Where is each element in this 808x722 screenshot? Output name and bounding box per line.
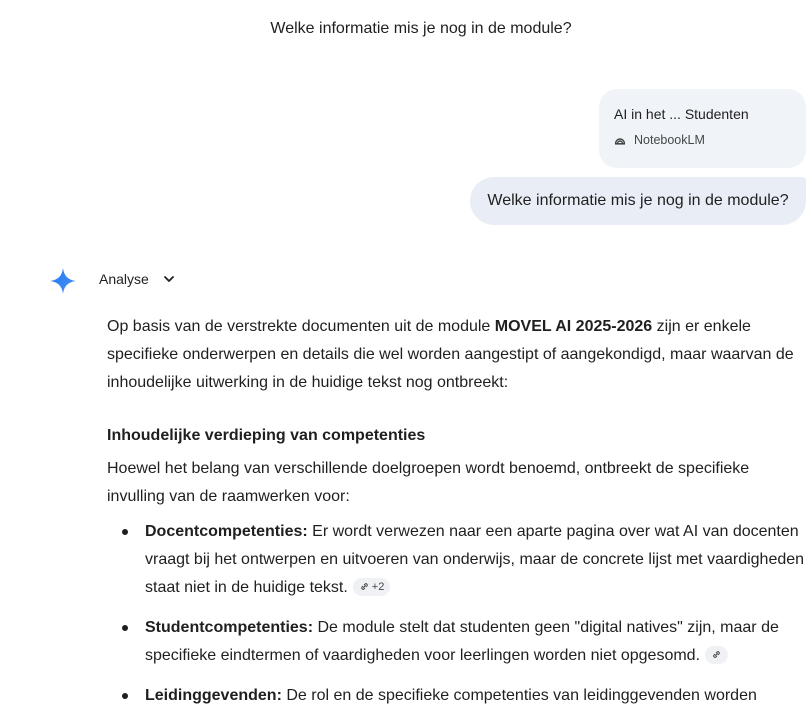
model-response	[107, 313, 807, 722]
citation-chip[interactable]	[353, 578, 391, 596]
chevron-down-icon	[163, 273, 175, 285]
list-item	[107, 614, 807, 670]
bullet-term: Studentcompetenties:	[145, 619, 314, 636]
list-item	[107, 682, 807, 710]
link-icon	[359, 581, 370, 592]
source-attachment-card[interactable]	[599, 89, 806, 168]
user-message-text: Welke informatie mis je nog in de module?	[487, 192, 789, 209]
source-title: AI in het ... Studenten	[614, 106, 749, 122]
bullet-dot	[122, 625, 128, 631]
bullet-term: Leidinggevenden:	[145, 687, 282, 704]
bullet-text: De module stelt dat studenten geen "digital natives" zijn, maar de specifieke eindtermen of vaardigheden voor leerlingen worden niet opgesomd.	[145, 619, 779, 664]
gemini-sparkle-icon	[49, 267, 77, 295]
bullet-term: Docentcompetenties:	[145, 523, 308, 540]
analysis-label: Analyse	[99, 271, 149, 287]
source-origin	[614, 133, 806, 147]
source-origin-label: NotebookLM	[634, 133, 705, 147]
bullet-dot	[122, 529, 128, 535]
list-item	[107, 518, 807, 602]
previous-prompt: Welke informatie mis je nog in de module?	[270, 20, 572, 37]
user-message-bubble	[470, 177, 806, 225]
bullet-text: De rol en de specifieke competenties van leidinggevenden worden	[281, 687, 757, 704]
competency-list	[107, 518, 807, 710]
section-heading: Inhoudelijke verdieping van competenties	[107, 427, 426, 444]
link-icon	[711, 649, 722, 660]
bullet-dot	[122, 693, 128, 699]
module-name: MOVEL AI 2025-2026	[494, 318, 653, 335]
citation-chip[interactable]	[705, 646, 728, 664]
analysis-toggle[interactable]	[99, 271, 175, 287]
section-intro: Hoewel het belang van verschillende doelgroepen wordt benoemd, ontbreekt de specifieke invulling van de raamwerken voor:	[107, 460, 750, 505]
citation-count: +2	[371, 580, 385, 593]
notebooklm-icon	[614, 134, 626, 146]
bullet-text: Er wordt verwezen naar een aparte pagina over wat AI van docenten vraagt bij het ontwerpen en uitvoeren van onderwijs, maar de concrete lijst met vaardigheden staat niet in de huidige tekst.	[145, 523, 805, 596]
response-intro: Op basis van de verstrekte documenten uit de module MOVEL AI 2025-2026 zijn er enkele specifieke onderwerpen en details die wel worden aangestipt of aangekondigd, maar waarvan de inhoudelijke uitwerking in de huidige tekst nog ontbreekt:	[107, 318, 794, 391]
